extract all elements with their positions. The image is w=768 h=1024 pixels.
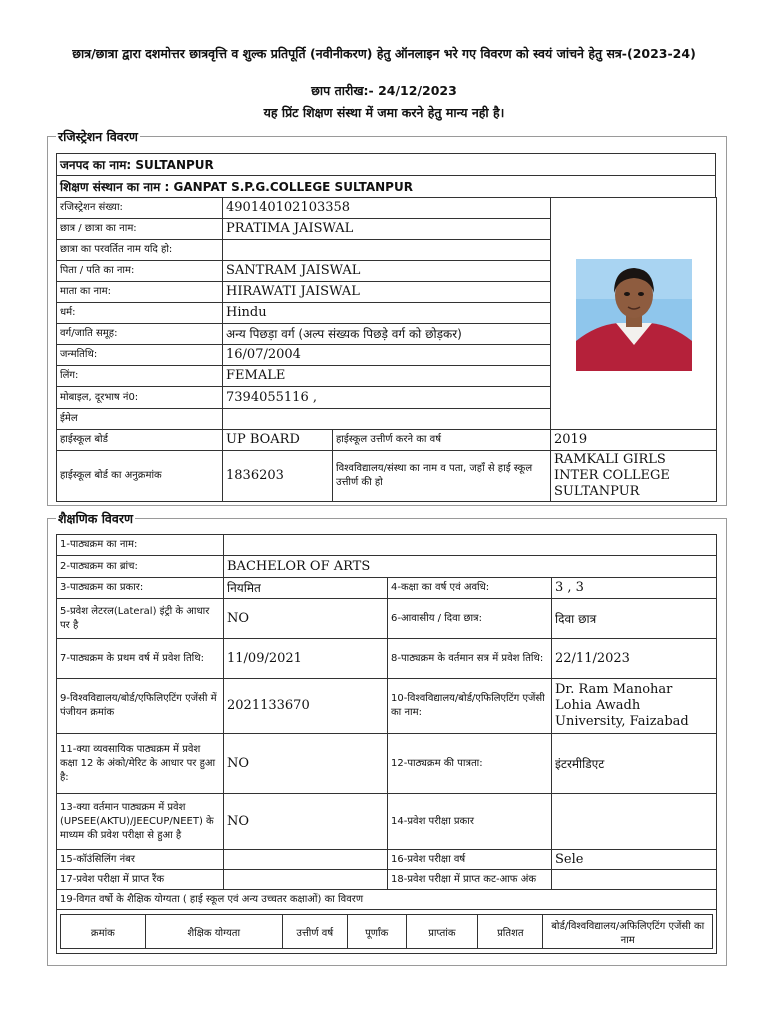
gender-value: FEMALE [223,366,551,387]
father-name-label: पिता / पति का नाम: [57,261,223,282]
univ-reg-value: 2021133670 [224,679,388,734]
reg-number-value: 490140102103358 [223,198,551,219]
registration-legend: रजिस्ट्रेशन विवरण [58,129,138,144]
first-year-date-label: 7-पाठ्यक्रम के प्रथम वर्ष में प्रवेश तिथि: [57,639,224,679]
religion-label: धर्म: [57,303,223,324]
history-label: 19-विगत वर्षो के शैक्षिक योग्यता ( हाई स्कूल एवं अन्य उच्चतर कक्षाओं) का विवरण [57,890,717,910]
cutoff-label: 18-प्रवेश परीक्षा में प्राप्त कट-आफ अंक [388,870,552,890]
history-header-max-marks: पूर्णांक [347,915,406,949]
residential-label: 6-आवासीय / दिवा छात्र: [388,599,552,639]
mobile-label: मोबाइल, दूरभाष नं0: [57,387,223,409]
lateral-value: NO [224,599,388,639]
mother-name-label: माता का नाम: [57,282,223,303]
history-header-board: बोर्ड/विश्वविद्यालय/अफिलिएटिंग एजेंसी का नाम [543,915,713,949]
changed-name-value [223,240,551,261]
class-duration-value: 3 , 3 [552,578,717,599]
exam-type-label: 14-प्रवेश परीक्षा प्रकार [388,794,552,850]
rank-label: 17-प्रवेश परीक्षा में प्राप्त रैंक [57,870,224,890]
student-photo [576,259,692,371]
dob-label: जन्मतिथि: [57,345,223,366]
class-duration-label: 4-कक्षा का वर्ष एवं अवधि: [388,578,552,599]
hs-year-label: हाईस्कूल उत्तीर्ण करने का वर्ष [333,430,551,451]
univ-reg-label: 9-विश्वविद्यालय/बोर्ड/एफिलिएटिंग एजेंसी में पंजीयन क्रमांक [57,679,224,734]
student-name-label: छात्र / छात्रा का नाम: [57,219,223,240]
hs-board-label: हाईस्कूल बोर्ड [57,430,223,451]
entrance-label: 13-क्या वर्तमान पाठ्यक्रम में प्रवेश (UPSEE(AKTU)/JEECUP/NEET) के माध्यम की प्रवेश परीक्षा से हुआ है [57,794,224,850]
hs-board-value: UP BOARD [223,430,333,451]
reg-number-label: रजिस्ट्रेशन संख्या: [57,198,223,219]
hs-roll-value: 1836203 [223,451,333,502]
exam-year-value: Sele [552,850,717,870]
print-note: यह प्रिंट शिक्षण संस्था में जमा करने हेतु मान्य नही है। [263,105,505,120]
current-date-label: 8-पाठ्यक्रम के वर्तमान सत्र में प्रवेश तिथि: [388,639,552,679]
exam-year-label: 16-प्रवेश परीक्षा वर्ष [388,850,552,870]
univ-name-value: Dr. Ram Manohar Lohia Awadh University, Faizabad [552,679,717,734]
rank-value [224,870,388,890]
registration-header-table [56,153,716,198]
history-header-serial: क्रमांक [61,915,146,949]
email-value [223,409,551,430]
history-header-year: उत्तीर्ण वर्ष [282,915,347,949]
hs-school-value: RAMKALI GIRLS INTER COLLEGE SULTANPUR [551,451,717,502]
eligibility-value: इंटरमीडिएट [552,734,717,794]
eligibility-label: 12-पाठ्यक्रम की पात्रता: [388,734,552,794]
student-name-value: PRATIMA JAISWAL [223,219,551,240]
branch-label: 2-पाठ्यक्रम का ब्रांच: [57,556,224,578]
course-name-label: 1-पाठ्यक्रम का नाम: [57,535,224,556]
father-name-value: SANTRAM JAISWAL [223,261,551,282]
caste-label: वर्ग/जाति समूह: [57,324,223,345]
history-header-percent: प्रतिशत [478,915,543,949]
course-type-value: नियमित [224,578,388,599]
professional-value: NO [224,734,388,794]
gender-label: लिंग: [57,366,223,387]
academic-table [56,534,717,954]
district-name: जनपद का नाम: SULTANPUR [57,154,716,176]
professional-label: 11-क्या व्यवसायिक पाठ्यक्रम में प्रवेश कक्षा 12 के अंको/मेरिट के आधार पर हुआ है: [57,734,224,794]
first-year-date-value: 11/09/2021 [224,639,388,679]
course-name-value [224,535,717,556]
entrance-value: NO [224,794,388,850]
history-cell [57,910,717,954]
univ-name-label: 10-विश्वविद्यालय/बोर्ड/एफिलिएटिंग एजेंसी का नाम: [388,679,552,734]
mobile-value: 7394055116 , [223,387,551,409]
changed-name-label: छात्रा का परवर्तित नाम यदि हो: [57,240,223,261]
hs-roll-label: हाईस्कूल बोर्ड का अनुक्रमांक [57,451,223,502]
branch-value: BACHELOR OF ARTS [224,556,717,578]
history-header-obtained: प्राप्तांक [406,915,478,949]
exam-type-value [552,794,717,850]
caste-value: अन्य पिछड़ा वर्ग (अल्प संख्यक पिछड़े वर्ग को छोड़कर) [223,324,551,345]
religion-value: Hindu [223,303,551,324]
hs-year-value: 2019 [551,430,717,451]
counselling-label: 15-कॉउंसिलिंग नंबर [57,850,224,870]
cutoff-value [552,870,717,890]
lateral-label: 5-प्रवेश लेटरल(Lateral) इंट्री के आधार पर है [57,599,224,639]
print-date: छाप तारीख:- 24/12/2023 [311,83,457,98]
counselling-value [224,850,388,870]
institution-name: शिक्षण संस्थान का नाम : GANPAT S.P.G.COLLEGE SULTANPUR [57,176,716,198]
history-header-qualification: शैक्षिक योग्यता [145,915,282,949]
dob-value: 16/07/2004 [223,345,551,366]
residential-value: दिवा छात्र [552,599,717,639]
academic-legend: शैक्षणिक विवरण [58,511,133,526]
hs-school-label: विश्वविद्यालय/संस्था का नाम व पता, जहाँ से हाई स्कूल उत्तीर्ण की हो [333,451,551,502]
history-table [60,914,713,949]
mother-name-value: HIRAWATI JAISWAL [223,282,551,303]
current-date-value: 22/11/2023 [552,639,717,679]
page-title: छात्र/छात्रा द्वारा दशमोत्तर छात्रवृत्ति व शुल्क प्रतिपूर्ति (नवीनीकरण) हेतु ऑनलाइन भरे गए विवरण को स्वयं जांचने हेतु सत्र-(2023-24) [72,46,696,61]
course-type-label: 3-पाठ्यक्रम का प्रकार: [57,578,224,599]
email-label: ईमेल [57,409,223,430]
